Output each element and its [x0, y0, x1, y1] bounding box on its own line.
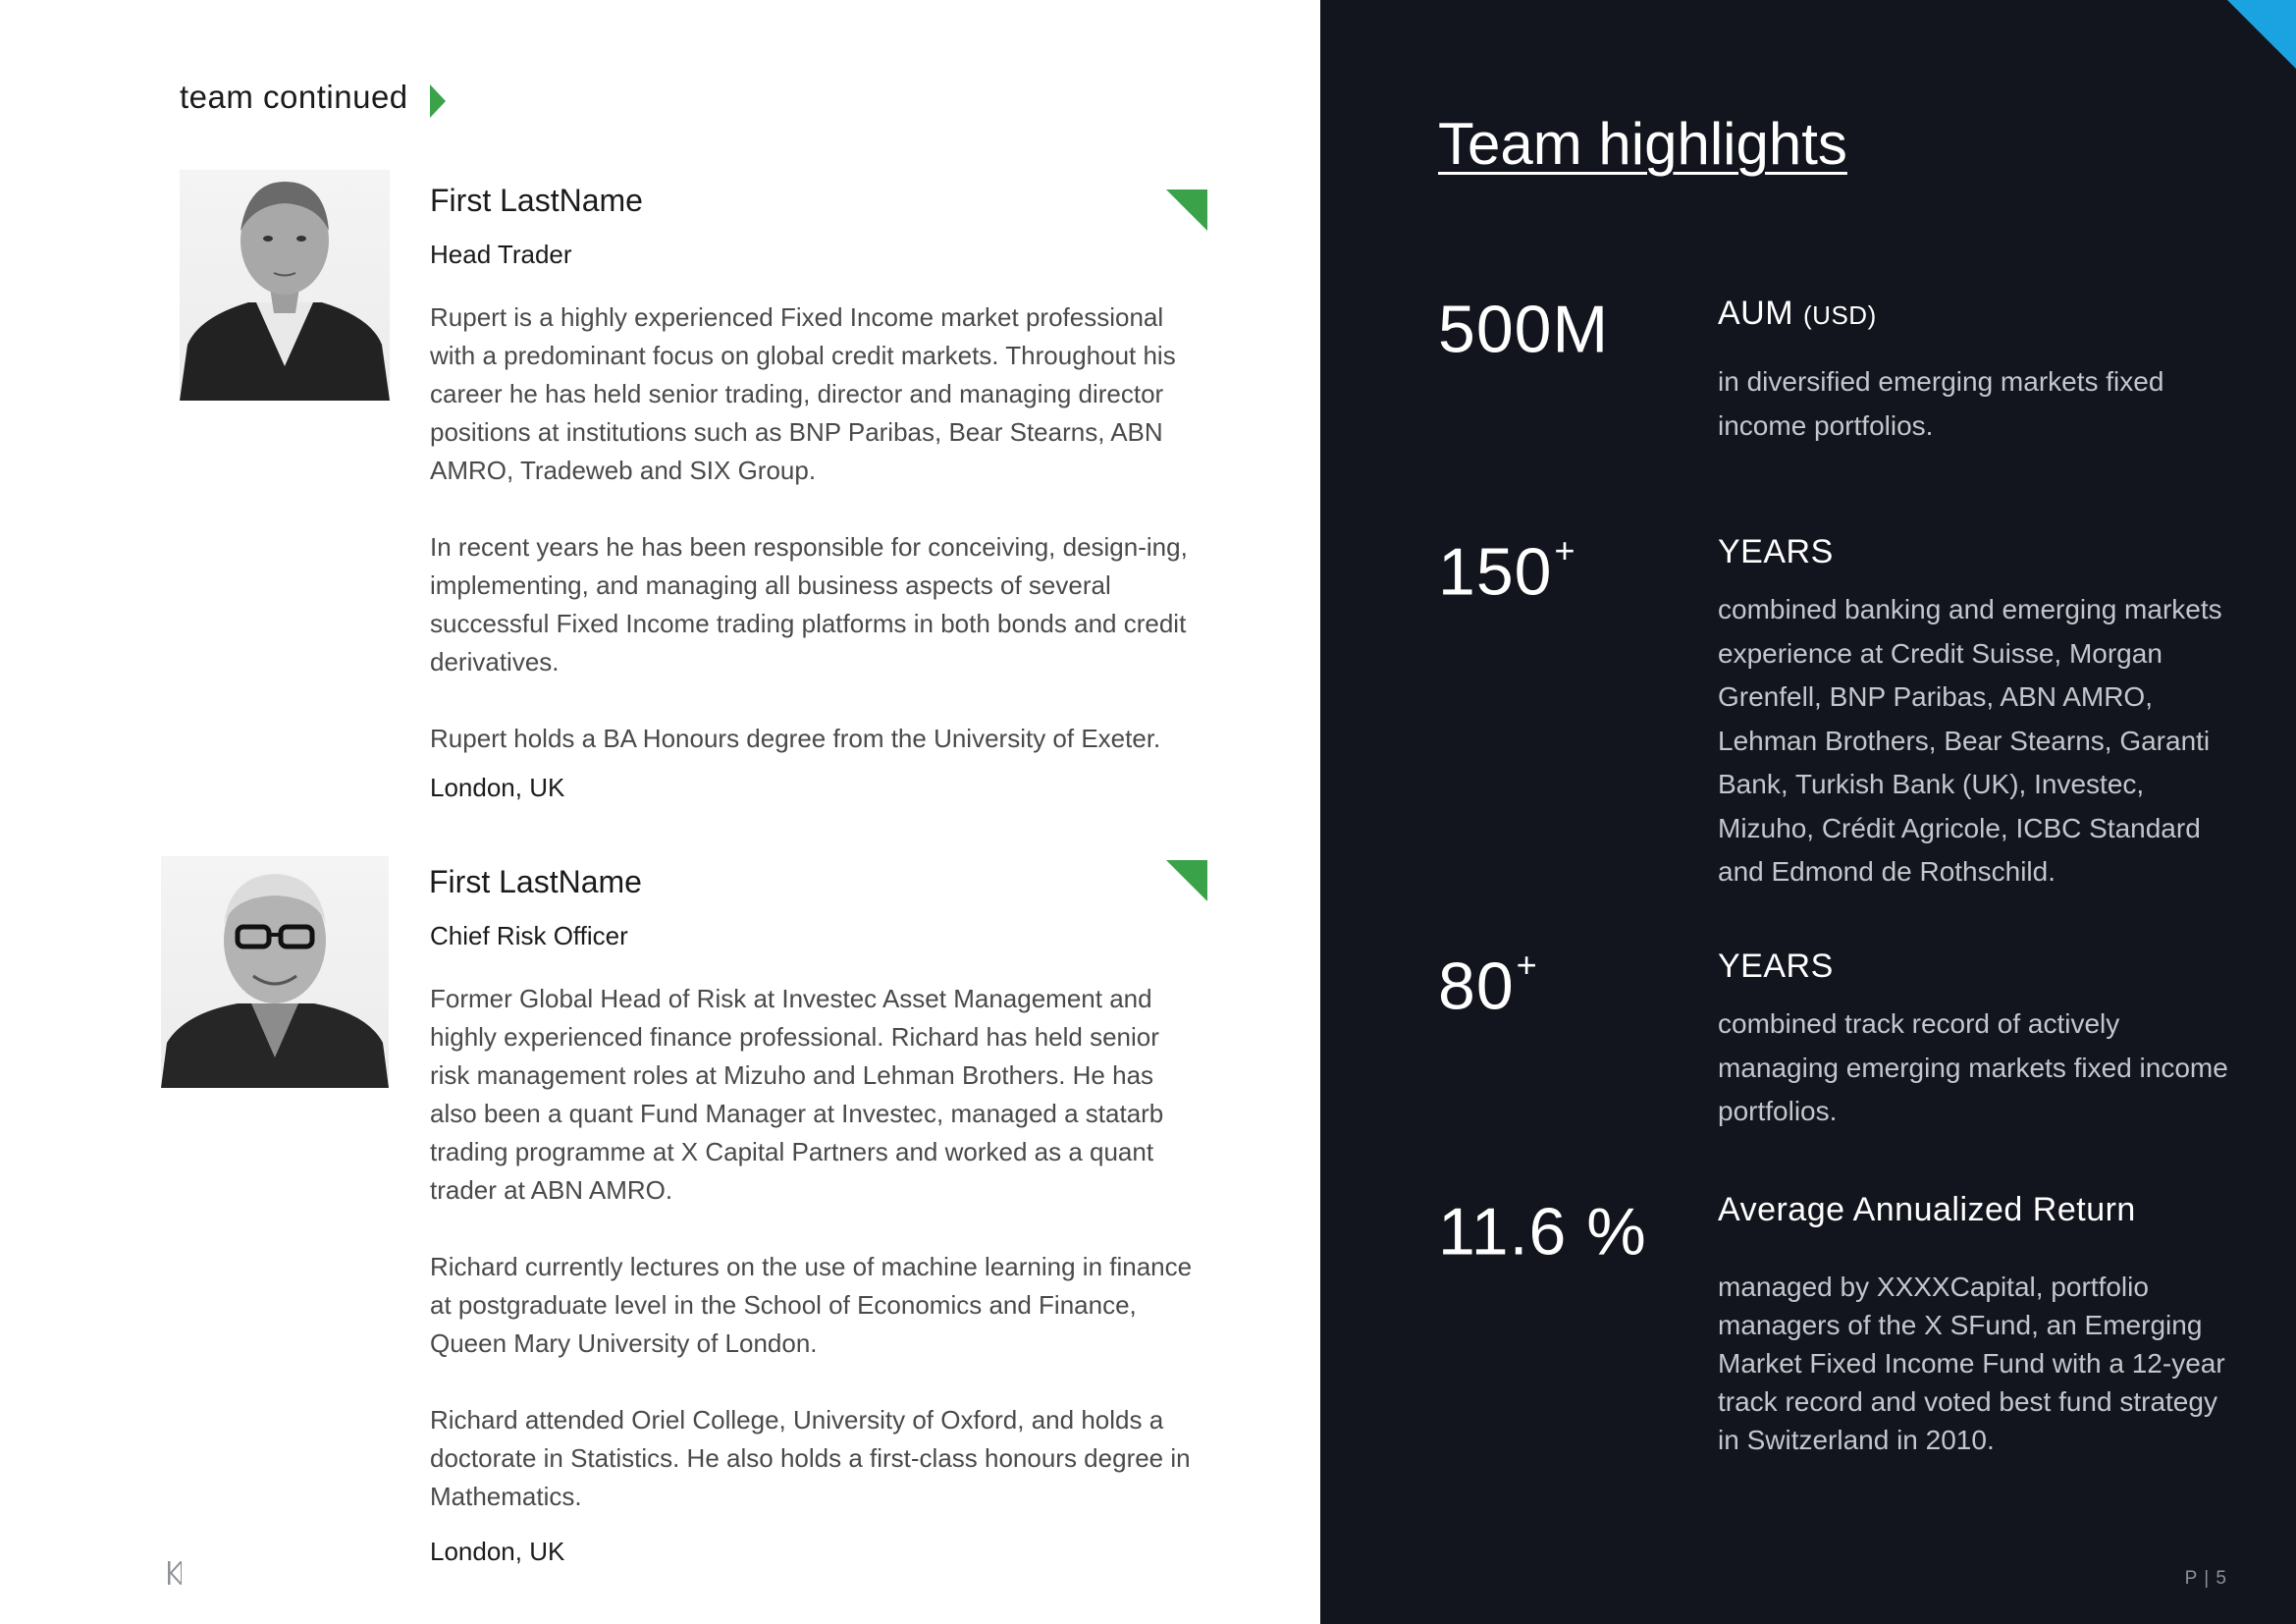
stat-unit: (USD)	[1803, 300, 1877, 330]
stat-label-text: AUM	[1718, 295, 1794, 332]
stat-label-text: YEARS	[1718, 533, 1834, 570]
stat-description: managed by XXXXCapital, portfolio managers of the X SFund, an Emerging Market Fixed Income Fund with a 12-year track record and voted best fund strategy in Switzerland in 2010.	[1718, 1272, 2225, 1455]
stat-label	[1718, 947, 1834, 986]
member-role: Chief Risk Officer	[430, 921, 628, 950]
stat-number: 150	[1438, 534, 1553, 610]
member-photo-head-trader	[180, 170, 390, 401]
stat-label	[1718, 533, 1834, 571]
member-role: Head Trader	[430, 240, 572, 269]
stat-value	[1438, 1190, 1649, 1270]
stat-number: 11.6 %	[1438, 1194, 1647, 1270]
stat-label-text: YEARS	[1718, 947, 1834, 985]
member-bio	[430, 980, 1205, 1516]
stat-value	[1438, 530, 1576, 610]
stat-label	[1718, 295, 1877, 333]
bio-paragraph: Richard attended Oriel College, University of Oxford, and holds a doctorate in Statistics. He also holds a first-class honours degree in Mathematics.	[430, 1405, 1191, 1511]
member-bio	[430, 298, 1205, 758]
stat-suffix: +	[1554, 530, 1576, 570]
member-name: First LastName	[430, 183, 643, 218]
bio-paragraph: Richard currently lectures on the use of machine learning in finance at postgraduate level in the School of Economics and Finance, Queen Mary University of London.	[430, 1252, 1193, 1358]
member-location: London, UK	[430, 1537, 565, 1566]
triangle-right-icon	[430, 84, 446, 118]
bio-paragraph: Rupert is a highly experienced Fixed Income market professional with a predominant focus on global credit markets. Throughout his career he has held senior trading, director and managing director positions at institutions such as BNP Paribas, Bear Stearns, ABN AMRO, Tradeweb and SIX Group.	[430, 302, 1176, 485]
corner-accent-icon	[2227, 0, 2296, 69]
stat-label-text: Average Annualized Return	[1718, 1191, 2136, 1228]
stat-description: in diversified emerging markets fixed income portfolios.	[1718, 366, 2164, 441]
skip-back-icon[interactable]	[168, 1561, 182, 1585]
bio-paragraph: Rupert holds a BA Honours degree from the University of Exeter.	[430, 724, 1161, 753]
stat-suffix: +	[1516, 945, 1538, 985]
stat-description: combined track record of actively managing emerging markets fixed income portfolios.	[1718, 1008, 2228, 1126]
corner-triangle-icon	[1166, 189, 1207, 231]
stat-value	[1438, 945, 1538, 1024]
member-photo-chief-risk-officer	[161, 856, 389, 1088]
section-heading: team continued	[180, 79, 408, 115]
bio-paragraph: In recent years he has been responsible for conceiving, design-ing, implementing, and managing all business aspects of several successful Fixed Income trading platforms in both bonds and credit derivatives.	[430, 532, 1188, 677]
corner-triangle-icon	[1166, 860, 1207, 901]
member-location: London, UK	[430, 773, 565, 802]
stat-label	[1718, 1191, 2136, 1229]
page-number: P | 5	[2184, 1568, 2227, 1589]
stat-value	[1438, 288, 1611, 367]
member-name: First LastName	[429, 864, 642, 899]
bio-paragraph: Former Global Head of Risk at Investec Asset Management and highly experienced finance professional. Richard has held senior risk management roles at Mizuho and Lehman Brothers. He has also been a quant Fund Manager at Investec, managed a statarb trading programme at X Capital Partners and worked as a quant trader at ABN AMRO.	[430, 984, 1164, 1205]
highlights-title: Team highlights	[1438, 111, 1847, 177]
stat-number: 80	[1438, 948, 1515, 1024]
right-page	[1320, 0, 2296, 1624]
stat-description: combined banking and emerging markets experience at Credit Suisse, Morgan Grenfell, BNP Paribas, ABN AMRO, Lehman Brothers, Bear Stearns, Garanti Bank, Turkish Bank (UK), Investec, Mizuho, Crédit Agricole, ICBC Standard and Edmond de Rothschild.	[1718, 594, 2222, 887]
stat-number: 500M	[1438, 292, 1610, 367]
